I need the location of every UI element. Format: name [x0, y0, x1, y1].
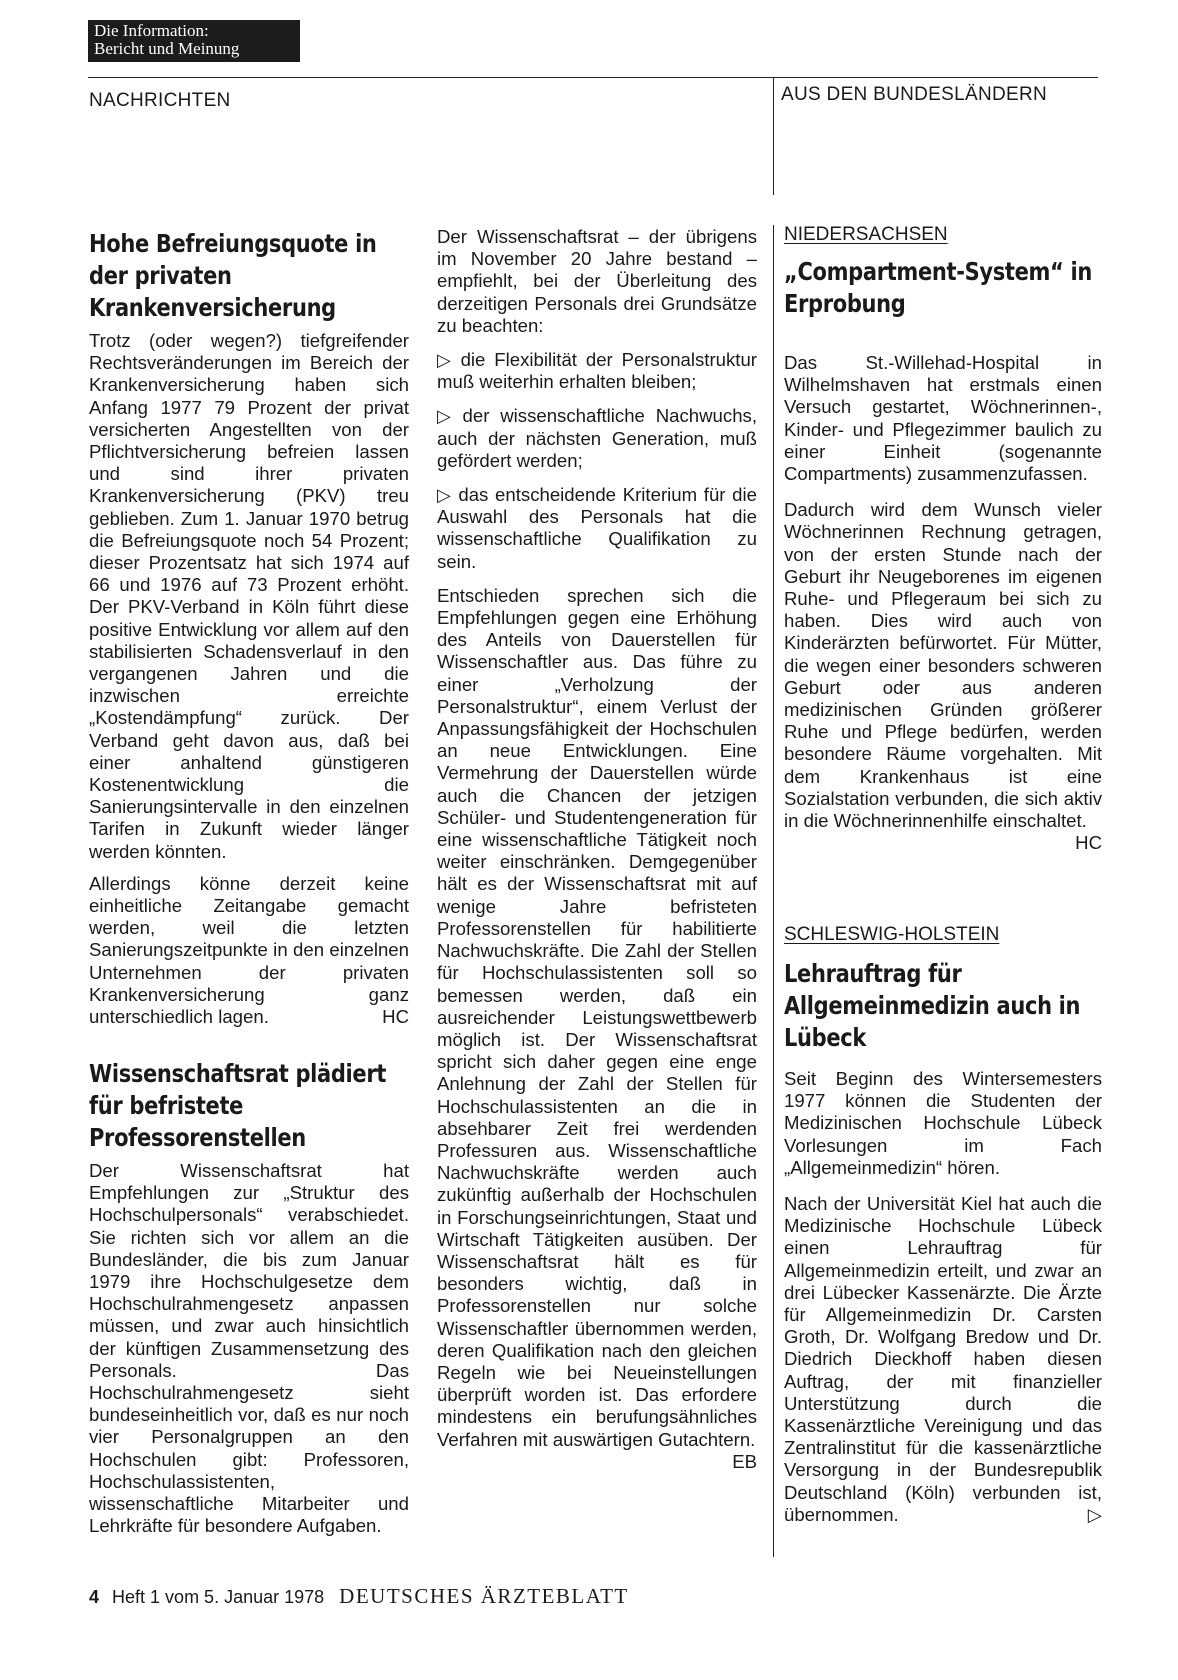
article-paragraph-text: Nach der Universität Kiel hat auch die Medizinische Hochschule Lübeck einen Lehrauftrag für Allgemeinmedizin erteilt, und zwar an drei Lübecker Kassenärzte. Die Ärzte für Allgemeinmedizin Dr. Carsten Groth, Dr. Wolfgang Bredow und Dr. Diedrich Dieckhoff haben diesen Auftrag, der mit finanzieller Unterstützung durch die Kassenärztliche Vereinigung und das Zentralinstitut für die kassenärztliche Versorgung in der Bundesrepublik Deutschland (Köln) verbunden ist, übernommen.	[784, 1193, 1102, 1525]
badge-line-1: Die Information:	[94, 21, 209, 40]
article-wissenschaftsrat-continued	[437, 226, 757, 1473]
column-divider	[773, 225, 774, 1557]
bullet-text: die Flexibilität der Personalstruktur muß weiterhin erhalten bleiben;	[437, 349, 757, 393]
article-paragraph	[437, 584, 757, 1472]
column-divider-top	[773, 77, 774, 195]
article-wissenschaftsrat	[89, 1058, 409, 1537]
article-befreiungsquote	[89, 228, 409, 1028]
article-paragraph-text: Dadurch wird dem Wunsch vieler Wöchnerinnen Rechnung getragen, von der ersten Stunde nach der Geburt ihr Neugeborenes im eigenen Ruhe- und Pflegeraum bei sich zu haben. Dies wird auch von Kinderärzten befürwortet. Für Mütter, die wegen einer besonders schweren Geburt oder aus anderen medizinischen Gründen größerer Ruhe und Pflege bedürfen, werden besondere Räume vorgehalten. Mit dem Krankenhaus ist eine Sozialstation verbunden, die sich aktiv in die Wöchnerinnenhilfe einschaltet.	[784, 499, 1102, 832]
article-paragraph-text: Allerdings könne derzeit keine einheitliche Zeitangabe gemacht werden, weil die letzten Sanierungszeitpunkte in den einzelnen Unternehmen der privaten Krankenversicherung ganz unterschiedlich lagen.	[89, 872, 409, 1028]
bullet-item	[437, 349, 757, 393]
region-label: NIEDERSACHSEN	[784, 224, 948, 245]
article-title: Hohe Befreiungsquote in der privaten Krankenversicherung	[89, 229, 377, 322]
continue-arrow-icon: ▷	[1087, 1503, 1102, 1525]
author-signature: EB	[732, 1450, 757, 1472]
article-paragraph: Der Wissenschaftsrat hat Empfehlungen zur „Struktur des Hochschulpersonals“ verabschiedet. Sie richten sich vor allem an die Bundesländer, die bis zum Januar 1979 ihre Hochschulgesetze dem Hochschulrahmengesetz anpassen müssen, und zwar auch hinsichtlich der künftigen Zusammensetzung des Personals. Das Hochschulrahmengesetz sieht bundeseinheitlich vor, daß es nur noch vier Personalgruppen an den Hochschulen gibt: Professoren, Hochschulassistenten, wissenschaftliche Mitarbeiter und Lehrkräfte für besondere Aufgaben.	[89, 1160, 409, 1537]
article-title: Lehrauftrag für Allgemeinmedizin auch in Lübeck	[784, 959, 1081, 1052]
bullet-item	[437, 405, 757, 472]
article-paragraph-text: Entschieden sprechen sich die Empfehlungen gegen eine Erhöhung des Anteils von Dauerstellen für Wissenschaftler aus. Das führe zu einer „Verholzung der Personalstruktur“, einem Verlust der Anpassungsfähigkeit der Hochschulen an neue Entwicklungen. Eine Vermehrung der Dauerstellen würde auch die Chancen der jetzigen Schüler- und Studentengeneration für eine wissenschaftliche Tätigkeit noch weiter einschränken. Demgegenüber hält es der Wissenschaftsrat mit auf wenige Jahre befristeten Professorenstellen für habilitierte Nachwuchskräfte. Die Zahl der Stellen für Hochschulassistenten soll so bemessen werden, daß ein ausreichender Leistungswettbewerb möglich ist. Der Wissenschaftsrat spricht sich daher gegen eine enge Anlehnung der Zahl der Stellen für Hochschulassistenten an die in absehbarer Zeit frei werdenden Professuren aus. Wissenschaftliche Nachwuchskräfte werden auch zukünftig außerhalb der Hochschulen in Forschungseinrichtungen, Staat und Wirtschaft Tätigkeiten ausüben. Der Wissenschaftsrat hält es für besonders wichtig, daß in Professorenstellen nur solche Wissenschaftler übernommen werden, deren Qualifikation nach den gleichen Regeln wie bei Neueinstellungen überprüft worden ist. Das erfordere mindestens ein berufungsähnliches Verfahren mit auswärtigen Gutachtern.	[437, 584, 757, 1450]
bullet-arrow-icon: ▷	[437, 350, 455, 371]
article-paragraph: Seit Beginn des Wintersemesters 1977 können die Studenten der Medizinischen Hochschule Lübeck Vorlesungen im Fach „Allgemeinmedizin“ hören.	[784, 1068, 1102, 1178]
article-paragraph	[784, 499, 1102, 854]
bullet-text: das entscheidende Kriterium für die Auswahl des Personals hat die wissenschaftliche Qualifikation zu sein.	[437, 484, 757, 572]
article-compartment-system	[784, 224, 1102, 854]
article-paragraph: Das St.-Willehad-Hospital in Wilhelmshaven hat erstmals einen Versuch gestartet, Wöchnerinnen-, Kinder- und Pflegezimmer baulich zu einer Einheit (sogenannte Compartments) zusammenzufassen.	[784, 352, 1102, 485]
issue-info: Heft 1 vom 5. Januar 1978	[112, 1587, 325, 1607]
author-signature: HC	[382, 1006, 409, 1028]
bullet-item	[437, 484, 757, 573]
badge-line-2: Bericht und Meinung	[94, 39, 240, 58]
header-rule	[88, 77, 1098, 78]
section-label-bundeslaender: AUS DEN BUNDESLÄNDERN	[781, 84, 1048, 105]
article-lehrauftrag	[784, 924, 1102, 1526]
page-number: 4	[89, 1587, 100, 1607]
page-footer	[89, 1584, 629, 1609]
region-label: SCHLESWIG-HOLSTEIN	[784, 924, 1000, 945]
article-paragraph	[89, 873, 409, 1028]
article-title: Wissenschaftsrat plädiert für befristete Professorenstellen	[89, 1059, 387, 1152]
bullet-arrow-icon: ▷	[437, 406, 457, 427]
article-paragraph: Trotz (oder wegen?) tiefgreifender Rechtsveränderungen im Bereich der Krankenversicherung haben sich Anfang 1977 79 Prozent der privat versicherten Angestellten von der Pflichtversicherung befreien lassen und sind ihrer privaten Krankenversicherung (PKV) treu geblieben. Zum 1. Januar 1970 betrug die Befreiungsquote noch 54 Prozent; dieser Prozentsatz hat sich 1974 auf 66 und 1976 auf 73 Prozent erhöht. Der PKV-Verband in Köln führt diese positive Entwicklung vor allem auf den stabilisierten Schadensverlauf in den vergangenen Jahren und die inzwischen erreichte „Kostendämpfung“ zurück. Der Verband geht davon aus, daß bei einer anhaltend günstigeren Kostenentwicklung die Sanierungsintervalle in den einzelnen Tarifen in Zukunft wieder länger werden könnten.	[89, 330, 409, 862]
author-signature: HC	[1075, 832, 1102, 854]
bullet-text: der wissenschaftliche Nachwuchs, auch der nächsten Generation, muß gefördert werden;	[437, 405, 758, 471]
article-paragraph: Der Wissenschaftsrat – der übrigens im November 20 Jahre bestand – empfiehlt, bei der Überleitung des derzeitigen Personals drei Grundsätze zu beachten:	[437, 226, 757, 336]
article-title: „Compartment-System“ in Erprobung	[784, 257, 1092, 318]
magazine-name: DEUTSCHES ÄRZTEBLATT	[339, 1584, 629, 1608]
section-badge	[88, 20, 300, 62]
article-paragraph	[784, 1193, 1102, 1526]
section-label-nachrichten: NACHRICHTEN	[89, 90, 231, 111]
bullet-arrow-icon: ▷	[437, 485, 453, 506]
